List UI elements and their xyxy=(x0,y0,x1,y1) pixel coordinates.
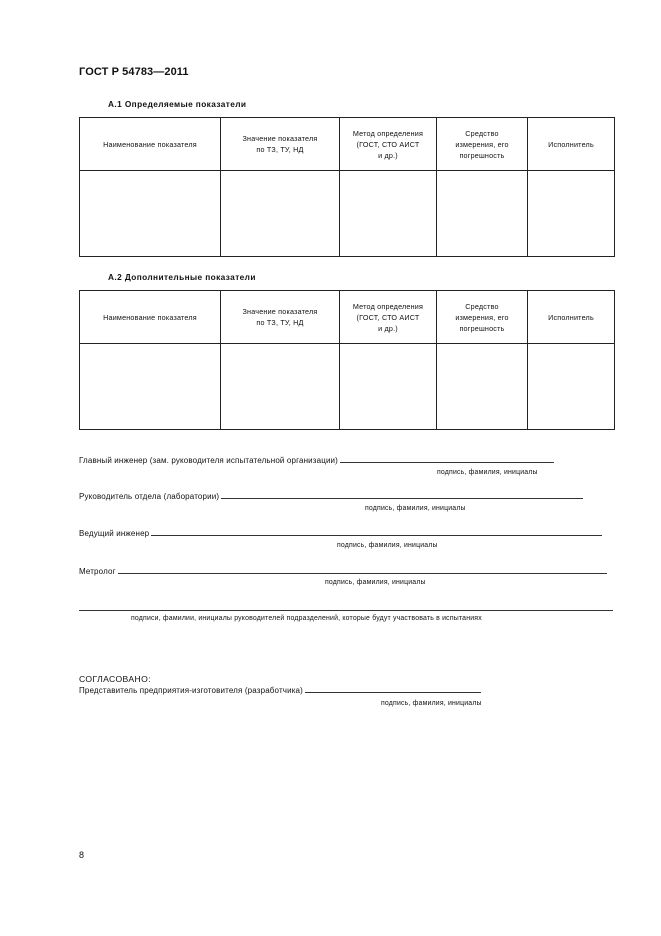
column-indicator-name: Наименование показателя xyxy=(80,291,221,344)
document-header: ГОСТ Р 54783—2011 xyxy=(79,66,189,78)
table-header-row xyxy=(80,291,615,344)
column-indicator-value: Значение показателя по ТЗ, ТУ, НД xyxy=(221,291,340,344)
department-head-signature-field[interactable] xyxy=(221,498,583,499)
metrologist-line xyxy=(79,567,607,576)
approval-heading: СОГЛАСОВАНО: xyxy=(79,674,152,684)
column-method: Метод определения (ГОСТ, СТО АИСТ и др.) xyxy=(340,291,437,344)
chief-engineer-caption: подпись, фамилия, инициалы xyxy=(437,469,538,476)
table-row xyxy=(80,171,615,257)
table-cell[interactable] xyxy=(221,171,340,257)
table-header-row xyxy=(80,118,615,171)
lead-engineer-signature-field[interactable] xyxy=(151,535,602,536)
lead-engineer-caption: подпись, фамилия, инициалы xyxy=(337,542,438,549)
department-head-label: Руководитель отдела (лаборатории) xyxy=(79,492,220,501)
department-head-caption: подпись, фамилия, инициалы xyxy=(365,505,466,512)
lead-engineer-label: Ведущий инженер xyxy=(79,529,150,538)
metrologist-label: Метролог xyxy=(79,567,116,576)
table-cell[interactable] xyxy=(221,344,340,430)
table-cell[interactable] xyxy=(528,344,615,430)
subdivisions-caption: подписи, фамилии, инициалы руководителей подразделений, которые будут участвовать в испытаниях xyxy=(131,615,482,622)
manufacturer-caption: подпись, фамилия, инициалы xyxy=(381,700,482,707)
table-determined-indicators xyxy=(79,117,615,257)
table-additional-indicators xyxy=(79,290,615,430)
column-indicator-name: Наименование показателя xyxy=(80,118,221,171)
table-cell[interactable] xyxy=(80,344,221,430)
department-head-line xyxy=(79,492,583,501)
metrologist-signature-field[interactable] xyxy=(118,573,607,574)
column-instrument: Средство измерения, его погрешность xyxy=(437,291,528,344)
section-a1-title: А.1 Определяемые показатели xyxy=(108,99,247,109)
manufacturer-line xyxy=(79,686,481,695)
column-executor: Исполнитель xyxy=(528,118,615,171)
column-method: Метод определения (ГОСТ, СТО АИСТ и др.) xyxy=(340,118,437,171)
lead-engineer-line xyxy=(79,529,602,538)
table-cell[interactable] xyxy=(437,344,528,430)
chief-engineer-label: Главный инженер (зам. руководителя испытательной организации) xyxy=(79,456,338,465)
table-cell[interactable] xyxy=(340,171,437,257)
chief-engineer-signature-field[interactable] xyxy=(340,462,554,463)
table-cell[interactable] xyxy=(80,171,221,257)
column-instrument: Средство измерения, его погрешность xyxy=(437,118,528,171)
manufacturer-signature-field[interactable] xyxy=(305,692,481,693)
section-a2-title: А.2 Дополнительные показатели xyxy=(108,272,256,282)
table-row xyxy=(80,344,615,430)
metrologist-caption: подпись, фамилия, инициалы xyxy=(325,579,426,586)
table-cell[interactable] xyxy=(340,344,437,430)
subdivisions-signature-field[interactable] xyxy=(79,610,613,611)
column-executor: Исполнитель xyxy=(528,291,615,344)
column-indicator-value: Значение показателя по ТЗ, ТУ, НД xyxy=(221,118,340,171)
table-cell[interactable] xyxy=(437,171,528,257)
manufacturer-label: Представитель предприятия-изготовителя (разработчика) xyxy=(79,686,303,695)
table-cell[interactable] xyxy=(528,171,615,257)
chief-engineer-line xyxy=(79,456,554,465)
page-number: 8 xyxy=(79,850,85,860)
